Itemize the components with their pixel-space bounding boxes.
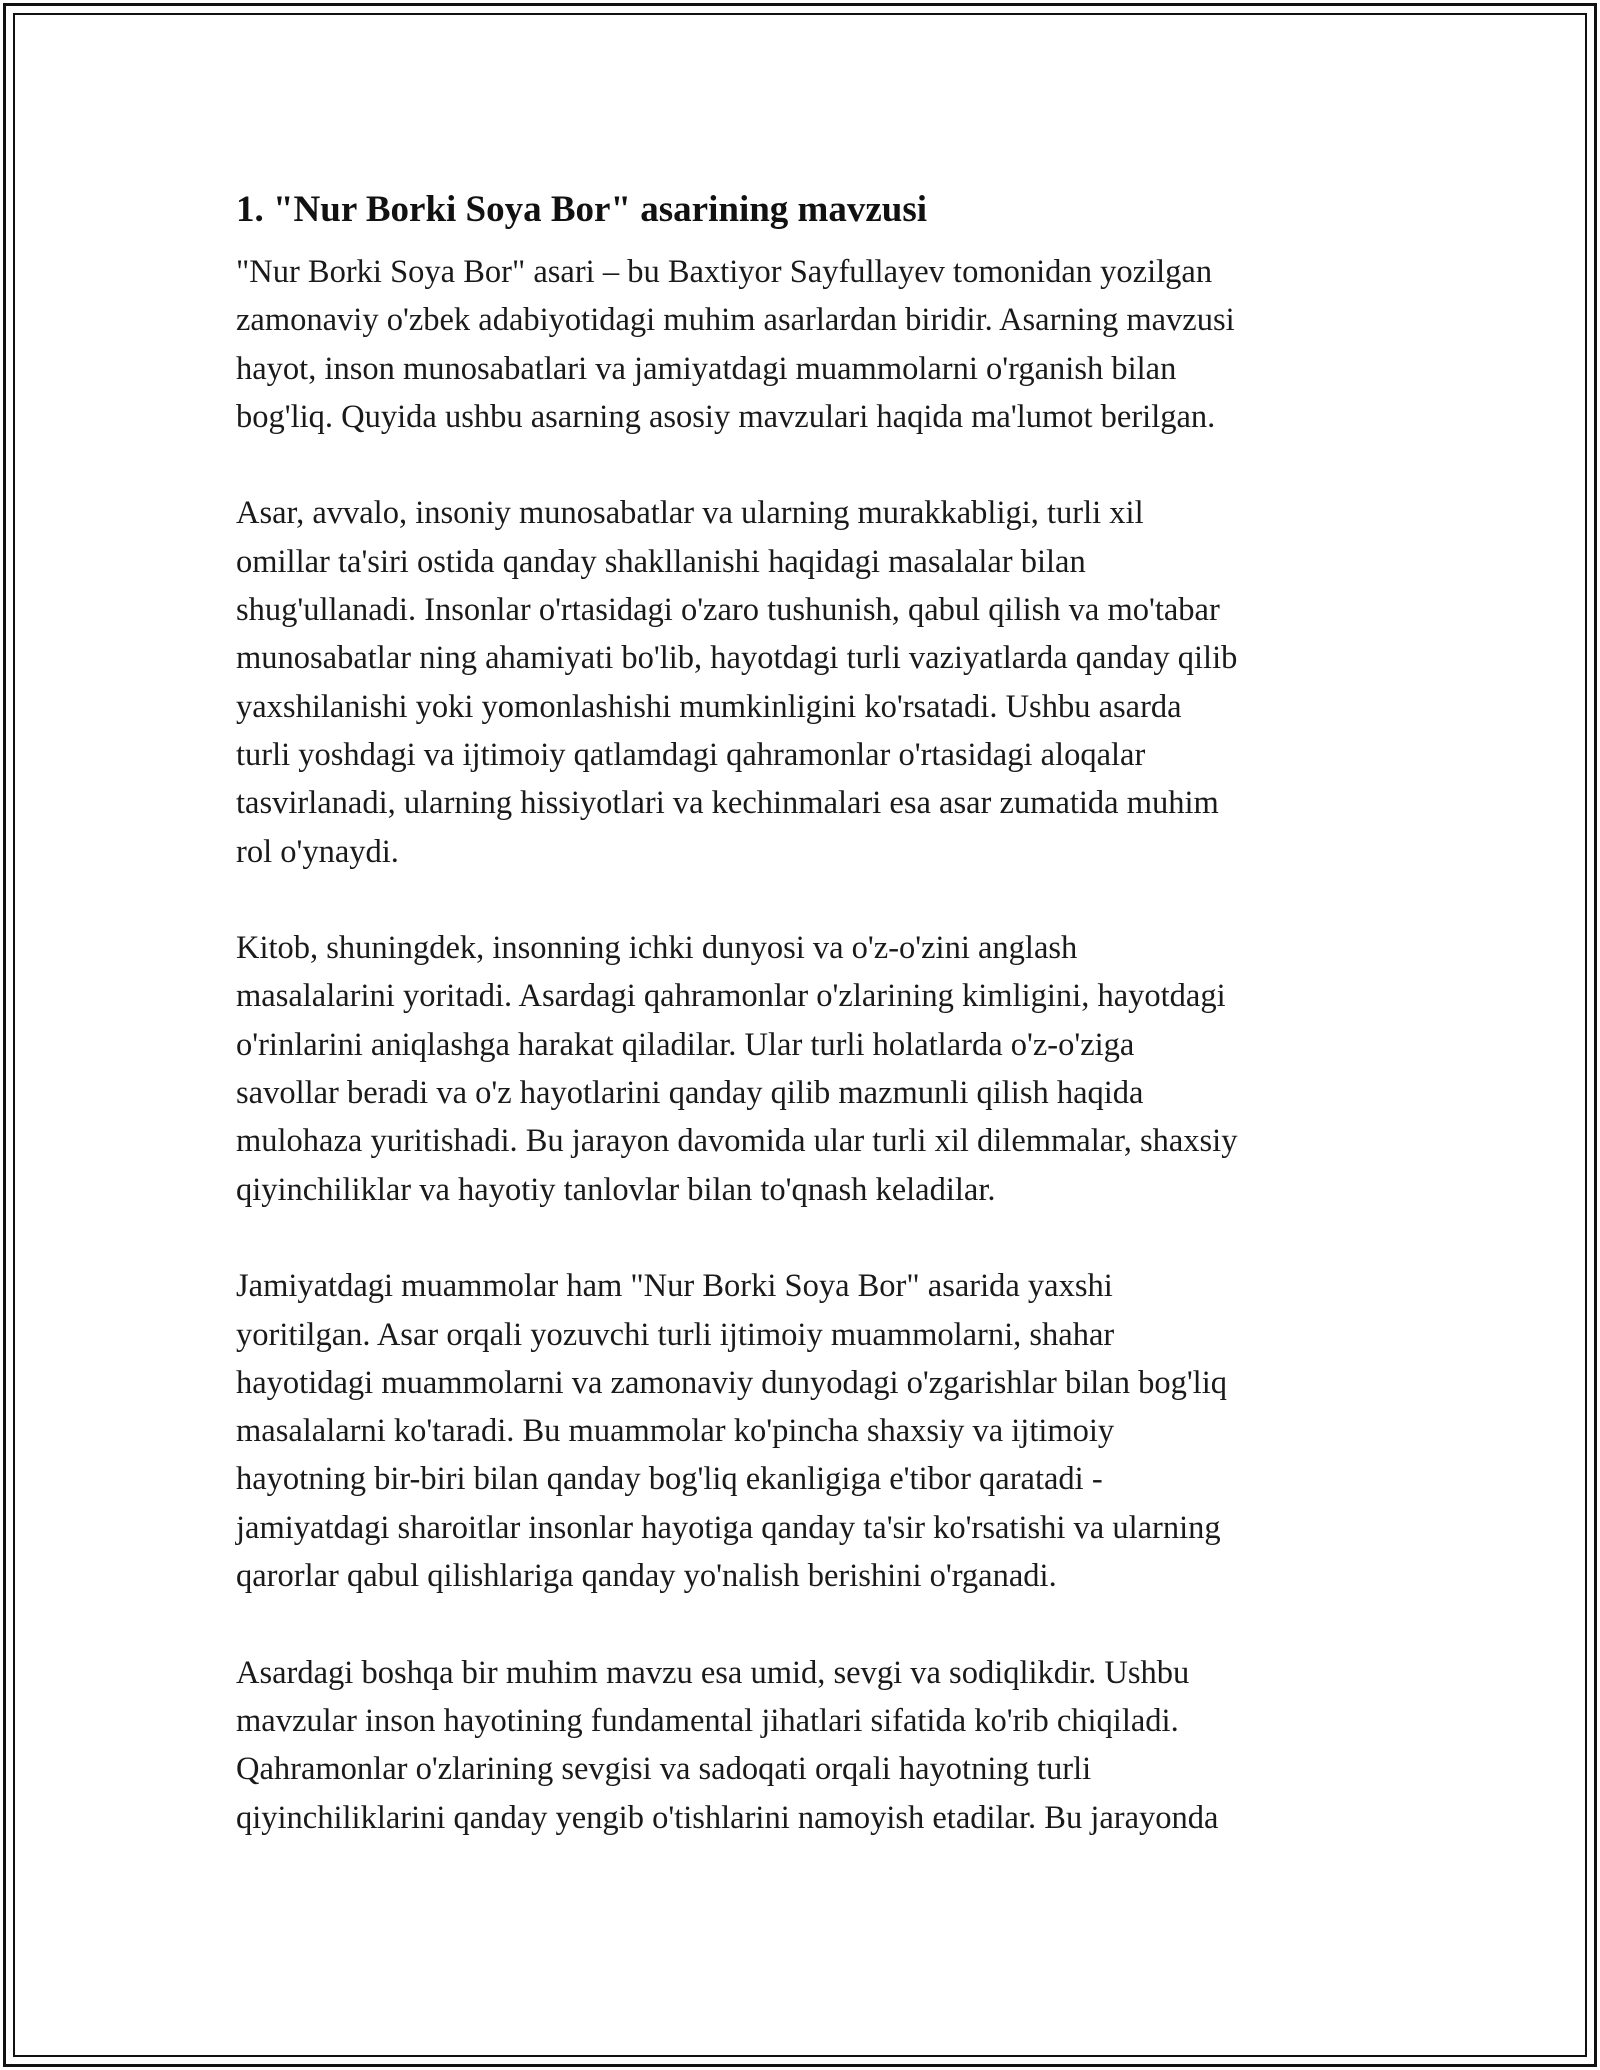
paragraph-line: yoritilgan. Asar orqali yozuvchi turli ijtimoiy muammolarni, shahar	[236, 1316, 1115, 1353]
paragraph-4	[236, 1262, 1376, 1600]
paragraph-line: Asar, avvalo, insoniy munosabatlar va ularning murakkabligi, turli xil	[236, 495, 1144, 532]
paragraph-line: Asardagi boshqa bir muhim mavzu esa umid, sevgi va sodiqlikdir. Ushbu	[236, 1654, 1190, 1691]
paragraph-line: bog'liq. Quyida ushbu asarning asosiy mavzulari haqida ma'lumot berilgan.	[236, 398, 1216, 435]
paragraph-line: masalalarni ko'taradi. Bu muammolar ko'pincha shaxsiy va ijtimoiy	[236, 1413, 1115, 1450]
paragraph-line: omillar ta'siri ostida qanday shakllanishi haqidagi masalalar bilan	[236, 543, 1086, 580]
paragraph-2	[236, 489, 1376, 875]
paragraph-line: qiyinchiliklar va hayotiy tanlovlar bilan to'qnash keladilar.	[236, 1171, 996, 1208]
paragraph-line: tasvirlanadi, ularning hissiyotlari va kechinmalari esa asar zumatida muhim	[236, 785, 1219, 822]
paragraph-line: mulohaza yuritishadi. Bu jarayon davomida ular turli xil dilemmalar, shaxsiy	[236, 1123, 1238, 1160]
document-title: 1. "Nur Borki Soya Bor" asarining mavzusi	[236, 189, 928, 230]
paragraph-line: Jamiyatdagi muammolar ham "Nur Borki Soya Bor" asarida yaxshi	[236, 1268, 1113, 1305]
paragraph-line: o'rinlarini aniqlashga harakat qiladilar. Ular turli holatlarda o'z-o'ziga	[236, 1026, 1135, 1063]
paragraph-line: qarorlar qabul qilishlariga qanday yo'nalish berishini o'rganadi.	[236, 1558, 1057, 1595]
paragraph-line: masalalarini yoritadi. Asardagi qahramonlar o'zlarining kimligini, hayotdagi	[236, 978, 1226, 1015]
paragraph-line: Kitob, shuningdek, insonning ichki dunyosi va o'z-o'zini anglash	[236, 930, 1078, 967]
paragraph-line: qiyinchiliklarini qanday yengib o'tishlarini namoyish etadilar. Bu jarayonda	[236, 1799, 1219, 1836]
paragraph-line: "Nur Borki Soya Bor" asari – bu Baxtiyor Sayfullayev tomonidan yozilgan	[236, 254, 1213, 290]
paragraph-line: yaxshilanishi yoki yomonlashishi mumkinligini ko'rsatadi. Ushbu asarda	[236, 688, 1182, 725]
paragraph-line: Qahramonlar o'zlarining sevgisi va sadoqati orqali hayotning turli	[236, 1751, 1092, 1788]
paragraph-line: hayot, inson munosabatlari va jamiyatdagi muammolarni o'rganish bilan	[236, 350, 1177, 387]
paragraph-1	[236, 248, 1376, 441]
paragraph-line: zamonaviy o'zbek adabiyotidagi muhim asarlardan biridir. Asarning mavzusi	[236, 302, 1235, 339]
paragraph-line: shug'ullanadi. Insonlar o'rtasidagi o'zaro tushunish, qabul qilish va mo'tabar	[236, 592, 1220, 629]
paragraph-line: rol o'ynaydi.	[236, 833, 399, 870]
paragraph-line: jamiyatdagi sharoitlar insonlar hayotiga qanday ta'sir ko'rsatishi va ularning	[236, 1509, 1221, 1546]
paragraph-line: savollar beradi va o'z hayotlarini qanday qilib mazmunli qilish haqida	[236, 1075, 1144, 1112]
paragraph-5	[236, 1649, 1376, 1842]
paragraph-3	[236, 924, 1376, 1214]
paragraph-line: mavzular inson hayotining fundamental jihatlari sifatida ko'rib chiqiladi.	[236, 1702, 1179, 1739]
paragraph-line: munosabatlar ning ahamiyati bo'lib, hayotdagi turli vaziyatlarda qanday qilib	[236, 640, 1238, 677]
paragraph-line: hayotidagi muammolarni va zamonaviy dunyodagi o'zgarishlar bilan bog'liq	[236, 1364, 1227, 1401]
paragraph-line: turli yoshdagi va ijtimoiy qatlamdagi qahramonlar o'rtasidagi aloqalar	[236, 736, 1146, 773]
document-body	[236, 186, 1376, 1890]
paragraph-line: hayotning bir-biri bilan qanday bog'liq ekanligiga e'tibor qaratadi -	[236, 1461, 1103, 1498]
